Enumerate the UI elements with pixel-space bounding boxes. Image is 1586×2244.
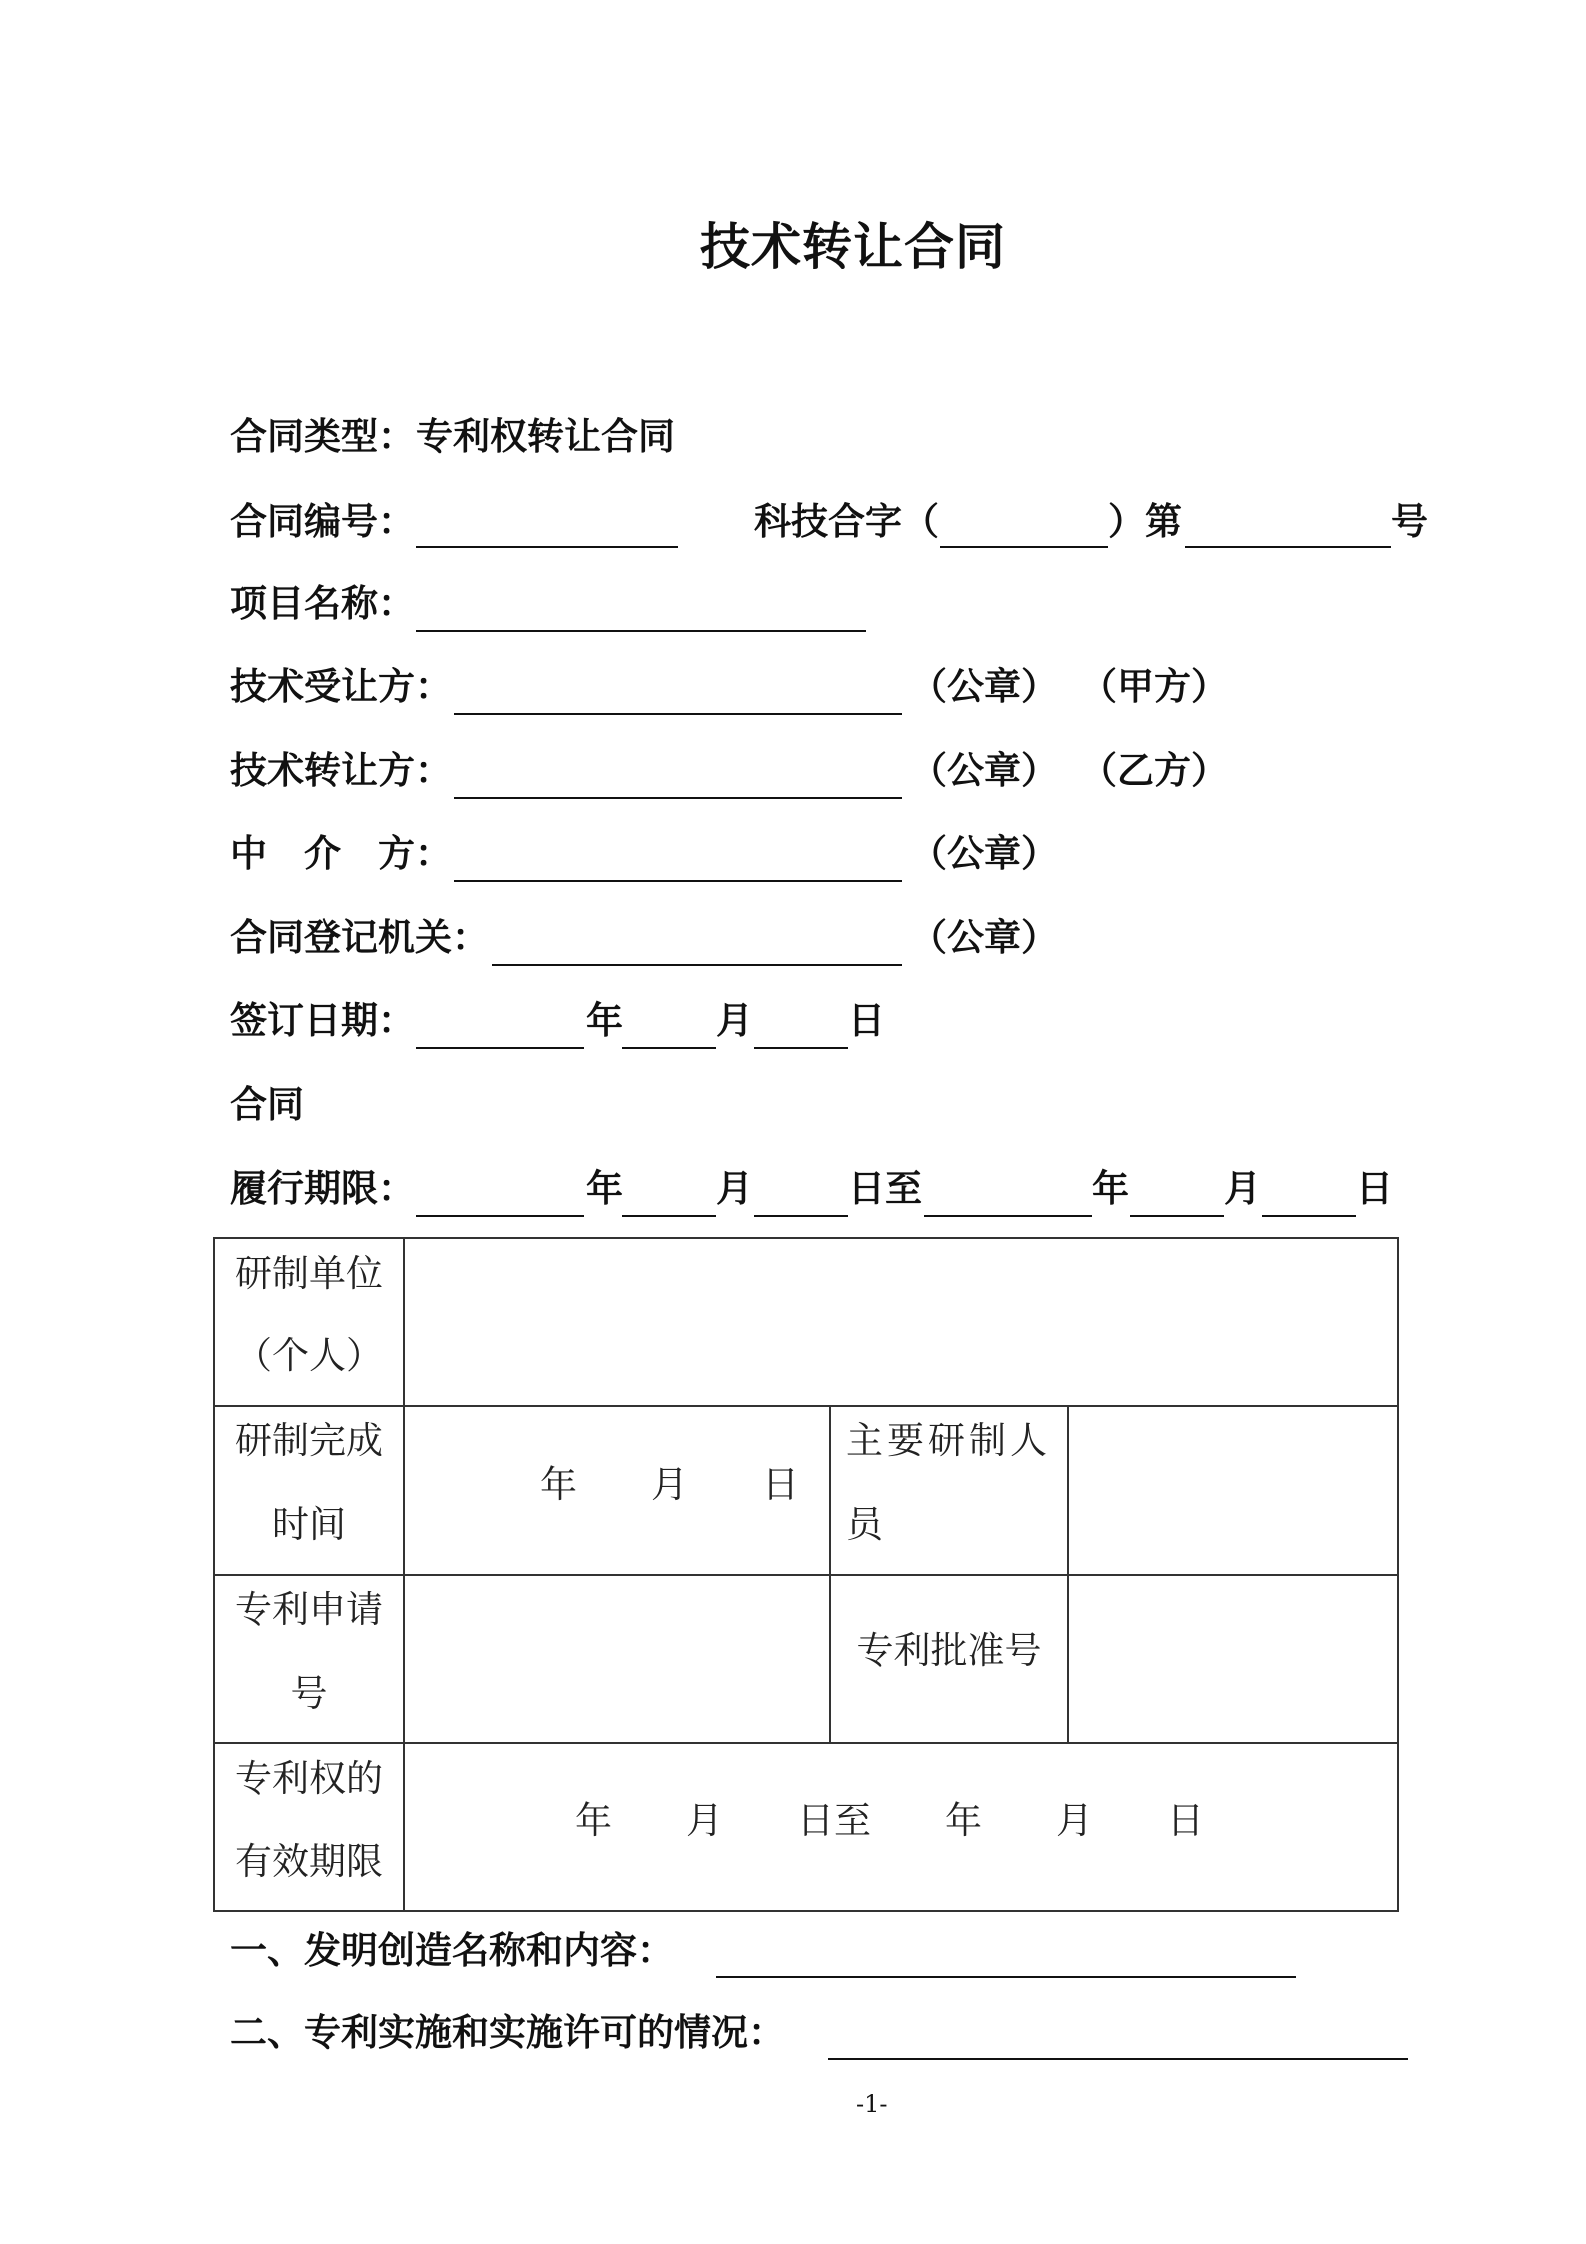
contract-label: 合同 bbox=[230, 1083, 304, 1126]
complete-time-label-line1: 研制完成 bbox=[235, 1419, 383, 1462]
validity-label-line1: 专利权的 bbox=[235, 1757, 383, 1800]
term-day-to-label: 日至 bbox=[848, 1167, 922, 1210]
party-a-label: （甲方） bbox=[1080, 665, 1228, 708]
main-developer-label-line1: 主要研制人 bbox=[846, 1419, 1051, 1462]
project-name-label: 项目名称： bbox=[230, 582, 415, 625]
dev-unit-label-line2: （个人） bbox=[235, 1334, 383, 1377]
sign-year-blank[interactable] bbox=[416, 1047, 584, 1049]
section-2-blank[interactable] bbox=[828, 2058, 1408, 2060]
section-1-blank[interactable] bbox=[716, 1976, 1296, 1978]
main-developer-value-cell[interactable] bbox=[1069, 1407, 1397, 1574]
patent-grant-value-cell[interactable] bbox=[1069, 1576, 1397, 1742]
dev-unit-label-line1: 研制单位 bbox=[235, 1252, 383, 1295]
validity-range-value[interactable]: 年 月 日至 年 月 日 bbox=[575, 1799, 1204, 1842]
intermediary-blank[interactable] bbox=[454, 880, 902, 882]
term-start-day-blank[interactable] bbox=[754, 1215, 848, 1217]
registry-seal: （公章） bbox=[910, 916, 1058, 959]
sign-day-blank[interactable] bbox=[754, 1047, 848, 1049]
section-1-title: 一、发明创造名称和内容： bbox=[230, 1929, 674, 1972]
transferor-seal: （公章） bbox=[910, 749, 1058, 792]
patent-grant-label: 专利批准号 bbox=[856, 1629, 1042, 1672]
term-end-month-blank[interactable] bbox=[1130, 1215, 1224, 1217]
sign-day-label: 日 bbox=[848, 999, 885, 1042]
table-border-right bbox=[1397, 1237, 1399, 1912]
party-b-label: （乙方） bbox=[1080, 749, 1228, 792]
term-start-month-blank[interactable] bbox=[622, 1215, 716, 1217]
patent-app-value-cell[interactable] bbox=[405, 1576, 829, 1742]
project-name-blank[interactable] bbox=[416, 630, 866, 632]
complete-time-value[interactable]: 年 月 日 bbox=[540, 1463, 799, 1506]
section-2-title: 二、专利实施和实施许可的情况： bbox=[230, 2011, 785, 2054]
registry-label: 合同登记机关： bbox=[230, 916, 489, 959]
complete-time-label-line2: 时间 bbox=[272, 1503, 346, 1546]
contract-type-label: 合同类型： bbox=[230, 415, 415, 458]
contract-type-value: 专利权转让合同 bbox=[416, 415, 675, 458]
sign-month-blank[interactable] bbox=[622, 1047, 716, 1049]
main-developer-label-line2: 员 bbox=[846, 1503, 883, 1546]
dev-unit-value-cell[interactable] bbox=[405, 1239, 1397, 1405]
term-end-day-label: 日 bbox=[1356, 1167, 1393, 1210]
transferor-label: 技术转让方： bbox=[230, 749, 452, 792]
keji-number-blank[interactable] bbox=[1185, 546, 1391, 548]
term-start-year-blank[interactable] bbox=[416, 1215, 584, 1217]
keji-close: ）第 bbox=[1108, 500, 1182, 543]
term-end-day-blank[interactable] bbox=[1262, 1215, 1356, 1217]
page-number: -1- bbox=[856, 2090, 888, 2118]
transferee-seal: （公章） bbox=[910, 665, 1058, 708]
hao-label: 号 bbox=[1391, 500, 1428, 543]
table-border-bottom bbox=[213, 1910, 1399, 1912]
sign-date-label: 签订日期： bbox=[230, 999, 415, 1042]
term-end-year-blank[interactable] bbox=[924, 1215, 1092, 1217]
keji-label: 科技合字（ bbox=[754, 500, 939, 543]
intermediary-seal: （公章） bbox=[910, 832, 1058, 875]
contract-number-label: 合同编号： bbox=[230, 500, 415, 543]
transferee-label: 技术受让方： bbox=[230, 665, 452, 708]
intermediary-label: 中 介 方： bbox=[230, 832, 452, 875]
sign-month-label: 月 bbox=[716, 999, 753, 1042]
contract-number-blank[interactable] bbox=[416, 546, 678, 548]
table-row-divider bbox=[213, 1742, 1399, 1744]
term-end-year-label: 年 bbox=[1092, 1167, 1129, 1210]
registry-blank[interactable] bbox=[492, 964, 902, 966]
validity-label-line2: 有效期限 bbox=[235, 1840, 383, 1883]
transferee-blank[interactable] bbox=[454, 713, 902, 715]
transferor-blank[interactable] bbox=[454, 797, 902, 799]
term-label: 履行期限： bbox=[230, 1167, 415, 1210]
patent-app-label-line2: 号 bbox=[290, 1672, 328, 1715]
sign-year-label: 年 bbox=[586, 999, 623, 1042]
term-start-month-label: 月 bbox=[716, 1167, 753, 1210]
document-title: 技术转让合同 bbox=[700, 218, 1006, 276]
table-col-divider bbox=[829, 1405, 831, 1742]
term-end-month-label: 月 bbox=[1224, 1167, 1261, 1210]
patent-app-label-line1: 专利申请 bbox=[235, 1588, 383, 1631]
term-start-year-label: 年 bbox=[586, 1167, 623, 1210]
keji-code-blank[interactable] bbox=[940, 546, 1108, 548]
